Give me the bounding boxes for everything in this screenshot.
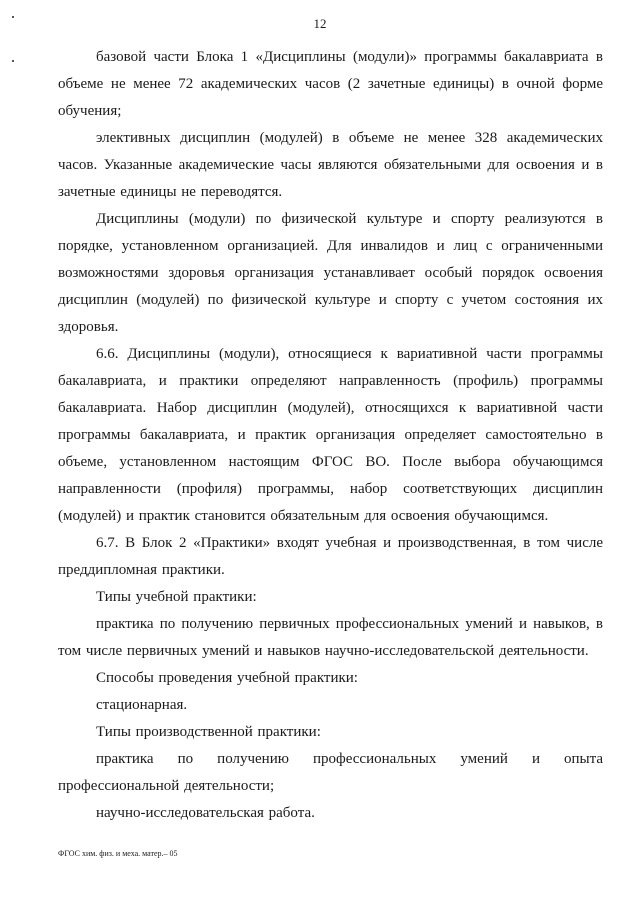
paragraph-training-methods-heading: Способы проведения учебной практики:: [96, 670, 358, 686]
paragraph-production-types-heading: Типы производственной практики:: [96, 724, 321, 740]
paragraph-training-types-heading: Типы учебной практики:: [96, 589, 257, 605]
paragraph-6-7: 6.7. В Блок 2 «Практики» входят учебная и производственная, в том числе преддипломная практики.: [58, 535, 603, 578]
paragraph-stationary: стационарная.: [96, 697, 188, 713]
page-number: 12: [313, 16, 327, 31]
paragraph-base-part: базовой части Блока 1 «Дисциплины (модули)» программы бакалавриата в объеме не менее 72 академических часов (2 зачетные единицы) в очной форме обучения;: [58, 49, 603, 119]
footer-document-code: ФГОС хим. физ. и меха. матер.– 05: [58, 849, 178, 858]
paragraph-physical-culture: Дисциплины (модули) по физической культуре и спорту реализуются в порядке, установленном организацией. Для инвалидов и лиц с ограниченными возможностями здоровья организация устанавливает особый порядок освоения дисциплин (модулей) по физической культуре и спорту с учетом состояния их здоровья.: [58, 211, 603, 335]
document-body: [58, 44, 603, 827]
paragraph-elective: элективных дисциплин (модулей) в объеме не менее 328 академических часов. Указанные академические часы являются обязательными для освоения и в зачетные единицы не переводятся.: [58, 130, 603, 200]
paragraph-6-6: 6.6. Дисциплины (модули), относящиеся к вариативной части программы бакалавриата, и практики определяют направленность (профиль) программы бакалавриата. Набор дисциплин (модулей), относящихся к вариативной части программы бакалавриата, и практик организация определяет самостоятельно в объеме, установленном настоящим ФГОС ВО. После выбора обучающимся направленности (профиля) программы, набор соответствующих дисциплин (модулей) и практик становится обязательным для освоения обучающимся.: [58, 346, 603, 524]
scan-artifact: [12, 60, 14, 62]
paragraph-training-types: практика по получению первичных профессиональных умений и навыков, в том числе первичных умений и навыков научно-исследовательской деятельности.: [58, 616, 603, 659]
paragraph-production-practice: практика по получению профессиональных умений и опыта профессиональной деятельности;: [58, 751, 603, 794]
paragraph-research-work: научно-исследовательская работа.: [96, 805, 315, 821]
